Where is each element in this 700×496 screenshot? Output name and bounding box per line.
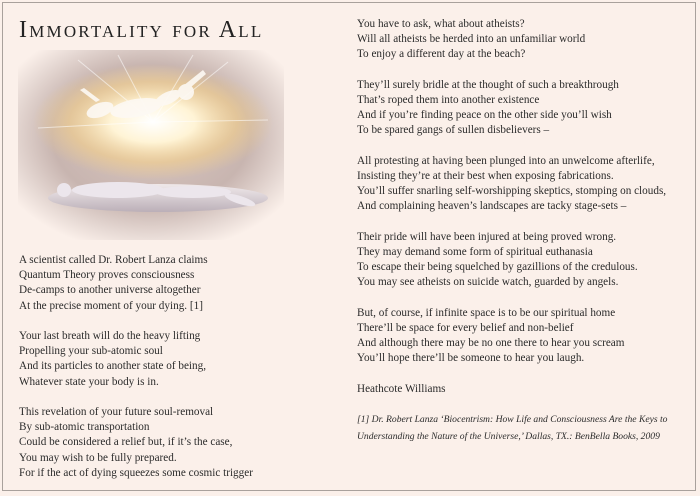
stanza <box>19 253 289 314</box>
poem-line: Their pride will have been injured at being proved wrong. <box>357 230 617 243</box>
poem-line: Insisting they’re at their best when exposing fabrications. <box>357 170 614 182</box>
poem-line: You’ll suffer snarling self-worshipping skeptics, stomping on clouds, <box>357 185 667 198</box>
poem-line: To escape their being squelched by gazillions of the credulous. <box>357 261 638 274</box>
stanza <box>357 306 687 367</box>
poem-line: They may demand some form of spiritual euthanasia <box>357 246 593 258</box>
afterlife-illustration-icon <box>18 50 284 240</box>
poem-line: Will all atheists be herded into an unfamiliar world <box>357 33 586 46</box>
poem-line: To enjoy a different day at the beach? <box>357 48 526 61</box>
poem-line: You may wish to be fully prepared. <box>19 451 177 464</box>
poem-line: At the precise moment of your dying. [1] <box>19 299 203 312</box>
right-column <box>357 17 687 445</box>
poem-line: That’s roped them into another existence <box>357 94 540 106</box>
poem-line: A scientist called Dr. Robert Lanza claims <box>19 254 208 266</box>
poem-line: To be spared gangs of sullen disbelievers – <box>357 124 550 137</box>
footnote <box>357 411 687 445</box>
poem-line: You have to ask, what about atheists? <box>357 18 525 30</box>
footnote-line: Understanding the Nature of the Universe,’ Dallas, TX.: BenBella Books, 2009 <box>357 431 660 442</box>
poem-line: Could be considered a relief but, if it’s the case, <box>19 436 233 449</box>
stanza <box>357 230 687 291</box>
poem-line: All protesting at having been plunged into an unwelcome afterlife, <box>357 154 655 167</box>
poem-line: They’ll surely bridle at the thought of such a breakthrough <box>357 78 619 91</box>
poem-line: Propelling your sub-atomic soul <box>19 345 163 358</box>
poem-line: Whatever state your body is in. <box>19 375 159 388</box>
poem-line: For if the act of dying squeezes some cosmic trigger <box>19 466 253 479</box>
stanza <box>19 405 289 481</box>
poem-line: Your last breath will do the heavy lifting <box>19 330 201 342</box>
poem-line: You’ll hope there’ll be someone to hear you laugh. <box>357 352 585 365</box>
poem-line: Quantum Theory proves consciousness <box>19 269 195 282</box>
poem-line: And complaining heaven’s landscapes are tacky stage-sets – <box>357 200 627 213</box>
poem-line: And if you’re finding peace on the other side you’ll wish <box>357 109 612 122</box>
poem-line: There’ll be space for every belief and non-belief <box>357 322 574 334</box>
stanza <box>357 17 687 63</box>
poem-line: You may see atheists on suicide watch, guarded by angels. <box>357 276 619 289</box>
poem-line: But, of course, if infinite space is to be our spiritual home <box>357 306 616 319</box>
stanza <box>357 154 687 215</box>
author-name: Heathcote Williams <box>357 382 446 395</box>
poem-line: And its particles to another state of being, <box>19 360 207 373</box>
footnote-line: [1] Dr. Robert Lanza ‘Biocentrism: How Life and Consciousness Are the Keys to <box>357 414 668 425</box>
poem-line: De-camps to another universe altogether <box>19 284 201 297</box>
poem-title: Immortality for All <box>19 17 264 43</box>
poem-line: And although there may be no one there to hear you scream <box>357 337 625 350</box>
stanza <box>357 78 687 139</box>
poem-line: This revelation of your future soul-removal <box>19 406 214 418</box>
stanza <box>19 329 289 390</box>
poem-line: By sub-atomic transportation <box>19 421 150 434</box>
left-column <box>19 253 289 496</box>
